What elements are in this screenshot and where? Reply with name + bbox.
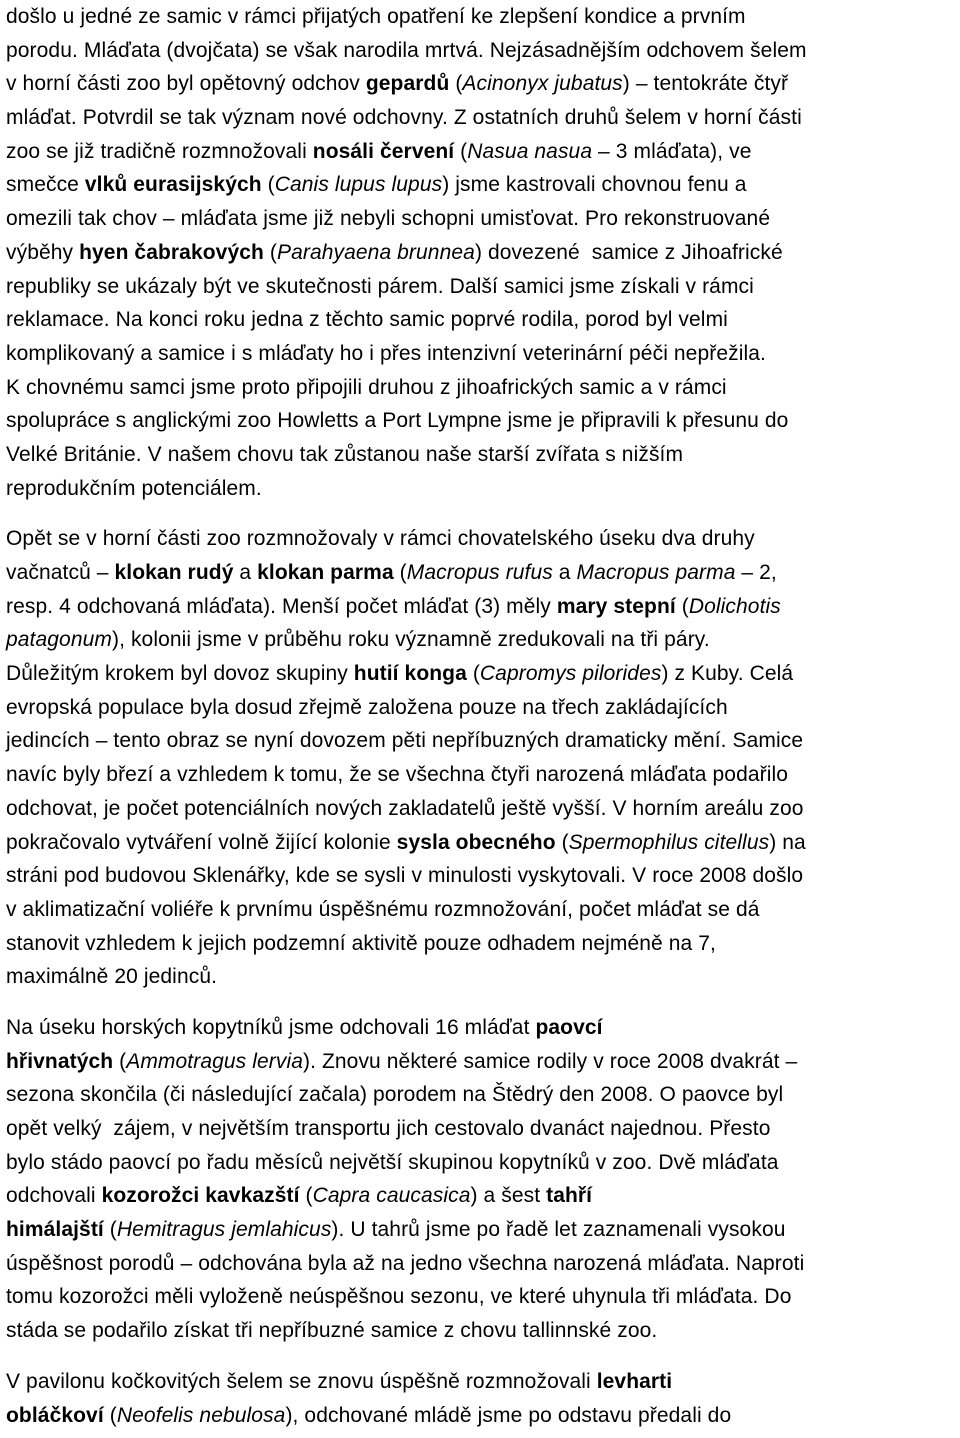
latin-name: Nasua nasua: [467, 139, 593, 163]
paragraph-spacer: [6, 994, 956, 1011]
text-run: úspěšnost porodů – odchována byla až na jedno všechna narozená mláďata. Naproti: [6, 1251, 805, 1275]
text-run: (: [675, 594, 689, 618]
text-line: [6, 270, 956, 304]
latin-name: Neofelis nebulosa: [116, 1403, 286, 1427]
text-run: resp. 4 odchovaná mláďata). Menší počet mláďat (3) měly: [6, 594, 557, 618]
latin-name: Capromys pilorides: [479, 662, 662, 686]
text-run: (: [263, 240, 277, 264]
text-run: (: [555, 830, 569, 854]
text-line: [6, 202, 956, 236]
bold-term: obláčkoví: [6, 1403, 104, 1427]
latin-name: Capra caucasica: [312, 1184, 471, 1208]
text-run: sezona skončila (či následující začala) porodem na Štědrý den 2008. O paovce byl: [6, 1083, 784, 1107]
text-run: republiky se ukázaly být ve skutečnosti párem. Další samici jsme získali v rámci: [6, 274, 754, 298]
text-run: (: [103, 1403, 117, 1427]
latin-name: Ammotragus lervia: [126, 1049, 303, 1073]
text-line: [6, 0, 956, 34]
text-run: ) na: [769, 830, 806, 854]
latin-name: Hemitragus jemlahicus: [116, 1218, 332, 1242]
text-run: ) jsme kastrovali chovnou fenu a: [442, 173, 747, 197]
text-line: [6, 1112, 956, 1146]
text-run: bylo stádo paovcí po řadu měsíců největší skupinou kopytníků v zoo. Dvě mláďata: [6, 1150, 779, 1174]
text-run: stráni pod budovou Sklenářky, kde se sysli v minulosti vyskytovali. V roce 2008 došlo: [6, 864, 804, 888]
text-run: omezili tak chov – mláďata jsme již nebyli schopni umisťovat. Pro rekonstruované: [6, 207, 771, 231]
text-line: [6, 337, 956, 371]
latin-name: Canis lupus lupus: [274, 173, 443, 197]
bold-term: gepardů: [365, 72, 450, 96]
text-line: [6, 859, 956, 893]
bold-term: himálajští: [6, 1218, 104, 1242]
text-run: ). Znovu některé samice rodily v roce 2008 dvakrát –: [303, 1049, 798, 1073]
text-run: Opět se v horní části zoo rozmnožovaly v rámci chovatelského úseku dva druhy: [6, 527, 755, 551]
text-line: [6, 691, 956, 725]
latin-name: Macropus rufus: [406, 561, 553, 584]
text-line: [6, 960, 956, 994]
text-run: reklamace. Na konci roku jedna z těchto samic poprvé rodila, porod byl velmi: [6, 308, 728, 332]
bold-term: paovcí: [535, 1015, 603, 1039]
text-run: ) – tentokráte čtyř: [622, 72, 789, 96]
text-line: [6, 556, 956, 590]
text-line: [6, 371, 956, 405]
latin-name: Macropus parma: [576, 561, 736, 584]
bold-term: mary stepní: [556, 594, 676, 618]
document-page: [6, 0, 956, 1432]
text-line: [6, 1146, 956, 1180]
text-run: ), odchované mládě jsme po odstavu předali do: [285, 1403, 732, 1427]
text-line: [6, 472, 956, 506]
latin-name: Spermophilus citellus: [568, 830, 770, 854]
text-line: [6, 724, 956, 758]
text-run: mláďat. Potvrdil se tak význam nové odchovny. Z ostatních druhů šelem v horní části: [6, 106, 802, 130]
text-run: K chovnému samci jsme proto připojili druhou z jihoafrických samic a v rámci: [6, 375, 727, 399]
text-run: odchovat, je počet potenciálních nových zakladatelů ještě vyšší. V horním areálu zoo: [6, 796, 804, 820]
text-run: (: [466, 662, 480, 686]
paragraph: [6, 1011, 956, 1348]
text-line: [6, 168, 956, 202]
text-line: [6, 1365, 956, 1399]
text-run: (: [449, 72, 463, 96]
text-run: a: [552, 561, 577, 584]
text-line: [6, 623, 956, 657]
paragraph-spacer: [6, 1348, 956, 1365]
text-run: výběhy: [6, 240, 80, 264]
text-run: došlo u jedné ze samic v rámci přijatých opatření ke zlepšení kondice a prvním: [6, 5, 746, 28]
text-line: [6, 758, 956, 792]
text-run: jedincích – tento obraz se nyní dovozem pěti nepříbuzných dramaticky mění. Samice: [6, 729, 804, 753]
text-line: [6, 1179, 956, 1213]
paragraph: [6, 522, 956, 994]
bold-term: hutií konga: [353, 662, 467, 686]
text-run: vačnatců –: [6, 561, 115, 584]
text-run: smečce: [6, 173, 85, 197]
bold-term: vlků eurasijských: [84, 173, 262, 197]
text-line: [6, 826, 956, 860]
text-run: v horní části zoo byl opětovný odchov: [6, 72, 366, 96]
paragraph-spacer: [6, 505, 956, 522]
latin-name: Parahyaena brunnea: [276, 240, 475, 264]
bold-term: kozorožci kavkazští: [101, 1184, 300, 1208]
text-run: ) a šest: [470, 1184, 547, 1208]
text-run: ), kolonii jsme v průběhu roku významně zredukovali na tři páry.: [111, 628, 710, 652]
text-run: tomu kozorožci měli vyloženě neúspěšnou sezonu, ve které uhynula tři mláďata. Do: [6, 1285, 792, 1309]
text-line: [6, 34, 956, 68]
text-run: pokračovalo vytváření volně žijící kolonie: [6, 830, 397, 854]
bold-term: hyen čabrakových: [79, 240, 264, 264]
text-run: (: [454, 139, 468, 163]
text-line: [6, 1045, 956, 1079]
text-run: a: [233, 561, 258, 584]
text-run: reprodukčním potenciálem.: [6, 476, 262, 500]
text-run: Důležitým krokem byl dovoz skupiny: [6, 662, 354, 686]
bold-term: klokan rudý: [114, 561, 234, 584]
text-line: [6, 792, 956, 826]
bold-term: hřivnatých: [6, 1049, 114, 1073]
bold-term: levharti: [596, 1369, 673, 1393]
text-line: [6, 1314, 956, 1348]
text-run: spolupráce s anglickými zoo Howletts a Port Lympne jsme je připravili k přesunu do: [6, 409, 789, 433]
text-line: [6, 1011, 956, 1045]
text-run: V pavilonu kočkovitých šelem se znovu úspěšně rozmnožovali: [6, 1369, 597, 1393]
text-line: [6, 438, 956, 472]
text-line: [6, 1213, 956, 1247]
bold-term: klokan parma: [257, 561, 394, 584]
bold-term: tahří: [546, 1184, 593, 1208]
text-line: [6, 657, 956, 691]
latin-name: Acinonyx jubatus: [462, 72, 623, 96]
latin-name: patagonum: [6, 628, 112, 652]
text-line: [6, 101, 956, 135]
text-run: odchovali: [6, 1184, 102, 1208]
text-run: komplikovaný a samice i s mláďaty ho i přes intenzivní veterinární péči nepřežila.: [6, 341, 766, 365]
text-run: (: [261, 173, 275, 197]
text-run: opět velký zájem, v největším transportu jich cestovalo dvanáct najednou. Přesto: [6, 1117, 771, 1140]
text-line: [6, 927, 956, 961]
text-run: (: [103, 1218, 117, 1242]
text-run: ) z Kuby. Celá: [661, 662, 794, 686]
text-line: [6, 1247, 956, 1281]
text-line: [6, 236, 956, 270]
text-run: (: [393, 561, 407, 584]
text-run: (: [299, 1184, 313, 1208]
text-line: [6, 135, 956, 169]
text-line: [6, 303, 956, 337]
text-run: – 3 mláďata), ve: [592, 139, 752, 163]
text-run: stáda se podařilo získat tři nepříbuzné samice z chovu tallinnské zoo.: [6, 1319, 658, 1343]
text-run: Na úseku horských kopytníků jsme odchovali 16 mláďat: [6, 1015, 536, 1039]
latin-name: Dolichotis: [688, 594, 781, 618]
text-run: porodu. Mláďata (dvojčata) se však narodila mrtvá. Nejzásadnějším odchovem šelem: [6, 38, 807, 62]
text-run: stanovit vzhledem k jejich podzemní aktivitě pouze odhadem nejméně na 7,: [6, 931, 716, 955]
text-run: maximálně 20 jedinců.: [6, 965, 218, 989]
text-line: [6, 1399, 956, 1433]
paragraph: [6, 1365, 956, 1432]
paragraph: [6, 0, 956, 505]
bold-term: sysla obecného: [396, 830, 556, 854]
text-run: navíc byly březí a vzhledem k tomu, že se všechna čtyři narozená mláďata podařilo: [6, 763, 789, 787]
text-line: [6, 522, 956, 556]
text-line: [6, 893, 956, 927]
text-run: ) dovezené samice z Jihoafrické: [474, 240, 783, 264]
text-run: ). U tahrů jsme po řadě let zaznamenali vysokou: [331, 1218, 786, 1242]
text-run: zoo se již tradičně rozmnožovali: [6, 139, 313, 163]
text-line: [6, 1078, 956, 1112]
text-run: v aklimatizační voliéře k prvnímu úspěšnému rozmnožování, počet mláďat se dá: [6, 897, 760, 921]
text-line: [6, 67, 956, 101]
text-line: [6, 1280, 956, 1314]
text-run: evropská populace byla dosud zřejmě založena pouze na třech zakládajících: [6, 695, 728, 719]
text-run: Velké Británie. V našem chovu tak zůstanou naše starší zvířata s nižším: [6, 442, 684, 466]
text-run: (: [113, 1049, 127, 1073]
text-run: – 2,: [735, 561, 777, 584]
text-line: [6, 404, 956, 438]
bold-term: nosáli červení: [312, 139, 455, 163]
text-line: [6, 590, 956, 624]
